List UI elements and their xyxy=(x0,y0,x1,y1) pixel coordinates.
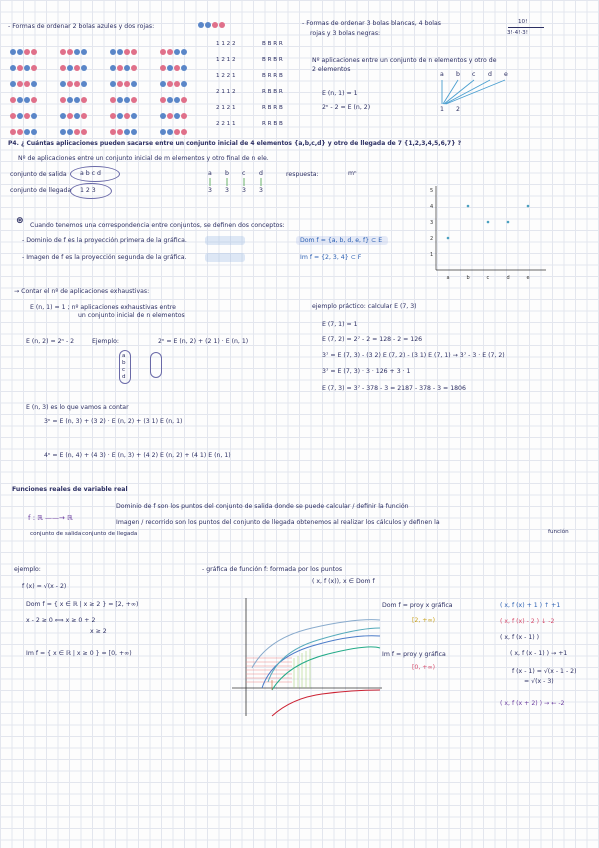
ej2-f: f (x) = √(x - 2) xyxy=(22,583,67,590)
letter-c: c xyxy=(472,71,476,78)
data-point xyxy=(507,221,510,224)
data-point xyxy=(487,221,490,224)
bead xyxy=(117,129,123,135)
bead xyxy=(167,81,173,87)
sob-l3: E (n, 2) = 2ⁿ - 2 xyxy=(26,338,75,345)
bead-row-code: B R B R xyxy=(262,57,283,63)
dom-proy: Dom f = proy x gráfica xyxy=(382,602,453,609)
func-llegada: conjunto de llegada xyxy=(82,531,138,537)
bead-row xyxy=(60,105,88,113)
section2-title2: rojas y 3 bolas negras: xyxy=(310,30,381,37)
bead xyxy=(60,113,66,119)
y-tick-label: 5 xyxy=(430,188,434,194)
bead xyxy=(74,129,80,135)
sob-l7: 4ⁿ = E (n, 4) + (4 3) · E (n, 3) + (4 2) E (n, 2) + (4 1) E (n, 1) xyxy=(44,452,231,459)
bead xyxy=(24,81,30,87)
bead xyxy=(167,97,173,103)
scatter-chart xyxy=(426,180,556,290)
bead-row xyxy=(10,41,38,49)
bead xyxy=(117,49,123,55)
y-tick-label: 1 xyxy=(430,252,434,258)
bead xyxy=(10,81,16,87)
bead xyxy=(17,49,23,55)
func-salida: conjunto de salida xyxy=(30,531,82,537)
bead-row xyxy=(110,73,138,81)
r1: ( x, f (x) + 1 ) ↑ +1 xyxy=(500,602,561,609)
letter-b: b xyxy=(456,71,460,78)
bead xyxy=(24,113,30,119)
bead xyxy=(124,113,130,119)
salida-label: conjunto de salida xyxy=(10,171,67,178)
bead xyxy=(110,113,116,119)
func-def: f : ℝ ——→ ℝ xyxy=(28,514,73,522)
bead xyxy=(24,65,30,71)
bead xyxy=(160,49,166,55)
r4: ( x, f (x - 1) ) → +1 xyxy=(510,650,568,657)
bead xyxy=(31,81,37,87)
p4-nota: Nº de aplicaciones entre un conjunto inicial de m elementos y otro final de n ele. xyxy=(18,155,269,162)
bead-row-label: 1 2 1 2 xyxy=(216,57,236,63)
bead xyxy=(67,113,73,119)
sob-title: → Contar el nº de aplicaciones exhaustivas: xyxy=(14,288,150,295)
llegada-label: conjunto de llegada xyxy=(10,187,72,194)
bead xyxy=(60,49,66,55)
fraction-bar xyxy=(508,27,544,28)
sob-l2: un conjunto inicial de n elementos xyxy=(78,312,185,319)
data-point xyxy=(447,237,450,240)
hl-imagen xyxy=(205,253,245,262)
im-f: Im f = {2, 3, 4} ⊂ F xyxy=(300,254,362,261)
bead xyxy=(181,49,187,55)
bead-row-code: R R B B xyxy=(262,121,283,127)
map-b: b xyxy=(225,170,229,177)
bead-row-label: 1 1 2 2 xyxy=(216,41,236,47)
respuesta-value: mⁿ xyxy=(348,170,357,177)
sob-ejemplo: Ejemplo: xyxy=(92,338,119,345)
bead xyxy=(160,65,166,71)
map-3c: 3 xyxy=(242,187,246,194)
bead-row xyxy=(110,57,138,65)
y-tick-label: 3 xyxy=(430,220,434,226)
bead-row xyxy=(60,57,88,65)
bead xyxy=(131,65,137,71)
bead xyxy=(81,49,87,55)
corr-imagen: - Imagen de f es la proyección segunda de la gráfica. xyxy=(22,254,187,261)
bead xyxy=(10,49,16,55)
bead-row xyxy=(110,121,138,129)
bead-row xyxy=(110,41,138,49)
bead xyxy=(31,129,37,135)
salida-values: a b c d xyxy=(80,170,101,177)
bead xyxy=(74,81,80,87)
ej-4: 3⁷ = E (7, 3) · 3 · 126 + 3 · 1 xyxy=(322,368,411,375)
bead xyxy=(24,97,30,103)
number-2: 2 xyxy=(456,106,460,113)
section2-e2: 2ⁿ - 2 = E (n, 2) xyxy=(322,104,371,111)
bead xyxy=(181,81,187,87)
bead xyxy=(131,129,137,135)
func-d2: Imagen / recorrido son los puntos del conjunto de llegada obtenemos al realizar los cálculos y definen la xyxy=(116,519,440,526)
bead-row-code: R B R B xyxy=(262,105,283,111)
bead-row-code: R B B R xyxy=(262,89,283,95)
bead xyxy=(160,129,166,135)
ej-title: ejemplo práctico: calcular E (7, 3) xyxy=(312,303,417,310)
bead xyxy=(74,65,80,71)
hl-dominio xyxy=(205,236,245,245)
bead xyxy=(81,65,87,71)
bead xyxy=(167,49,173,55)
data-point xyxy=(467,205,470,208)
bead xyxy=(10,129,16,135)
bead xyxy=(74,97,80,103)
r8: ( x, f (x + 2) ) → ← -2 xyxy=(500,700,565,707)
bead xyxy=(124,81,130,87)
bead xyxy=(10,97,16,103)
bead xyxy=(74,49,80,55)
map-3d: 3 xyxy=(259,187,263,194)
bead xyxy=(110,97,116,103)
bead xyxy=(181,97,187,103)
bead xyxy=(174,49,180,55)
func-d1: Dominio de f son los puntos del conjunto de salida donde se puede calcular / definir la función xyxy=(116,503,409,510)
bead xyxy=(174,65,180,71)
bead-sample xyxy=(198,22,226,30)
bead-row xyxy=(160,73,188,81)
bead-row xyxy=(60,41,88,49)
bead-row-code: B B R R xyxy=(262,41,283,47)
bead-row-code: B R R B xyxy=(262,73,283,79)
bead xyxy=(117,81,123,87)
bead-row xyxy=(160,105,188,113)
bead xyxy=(31,113,37,119)
section1-title: - Formas de ordenar 2 bolas azules y dos rojas: xyxy=(8,23,155,30)
bead xyxy=(67,97,73,103)
bead xyxy=(117,113,123,119)
ej-5: E (7, 3) = 3⁷ - 378 - 3 = 2187 - 378 - 3 = 1806 xyxy=(322,385,466,392)
bead xyxy=(117,97,123,103)
bead-row-label: 2 2 1 1 xyxy=(216,121,236,127)
bead xyxy=(67,129,73,135)
bead-row-label: 2 1 1 2 xyxy=(216,89,236,95)
map-a: a xyxy=(208,170,212,177)
x-tick-label: b xyxy=(466,275,470,281)
bead xyxy=(110,49,116,55)
bead xyxy=(17,129,23,135)
bead-row xyxy=(10,121,38,129)
bead xyxy=(110,65,116,71)
letter-e: e xyxy=(504,71,508,78)
bead xyxy=(131,81,137,87)
bead-row xyxy=(10,73,38,81)
bead xyxy=(131,97,137,103)
bead xyxy=(110,129,116,135)
bead xyxy=(117,65,123,71)
bead xyxy=(17,97,23,103)
bead xyxy=(160,113,166,119)
stack-item: a xyxy=(122,353,126,359)
bead xyxy=(10,113,16,119)
bead xyxy=(124,129,130,135)
bead xyxy=(31,65,37,71)
ej2-cond1: x - 2 ≥ 0 ⟺ x ≥ 0 + 2 xyxy=(26,617,96,624)
ej-1: E (7, 1) = 1 xyxy=(322,321,358,328)
bead xyxy=(60,97,66,103)
bead xyxy=(124,97,130,103)
im-proy: Im f = proy y gráfica xyxy=(382,651,446,658)
sob-l4: 2ⁿ = E (n, 2) + (2 1) · E (n, 1) xyxy=(158,338,249,345)
grafica-title2: ( x, f (x)), x ∈ Dom f xyxy=(312,578,375,585)
bead xyxy=(181,65,187,71)
bead-row xyxy=(160,121,188,129)
bead xyxy=(181,113,187,119)
bead xyxy=(10,65,16,71)
stack-item: c xyxy=(122,367,126,373)
bead xyxy=(124,65,130,71)
bead xyxy=(81,97,87,103)
x-tick-label: d xyxy=(506,275,510,281)
section2-e1: E (n, 1) = 1 xyxy=(322,90,358,97)
bead xyxy=(131,113,137,119)
bead-row xyxy=(60,89,88,97)
bead xyxy=(67,81,73,87)
bead xyxy=(31,97,37,103)
func-title: Funciones reales de variable real xyxy=(12,486,128,493)
bead xyxy=(167,65,173,71)
corr-dominio: - Dominio de f es la proyección primera de la gráfica. xyxy=(22,237,187,244)
bead-row-label: 2 1 2 1 xyxy=(216,105,236,111)
bead-row xyxy=(160,41,188,49)
ej-2: E (7, 2) = 2⁷ - 2 = 128 - 2 = 126 xyxy=(322,336,423,343)
bead xyxy=(81,129,87,135)
bead-row xyxy=(160,89,188,97)
fraction-bottom: 3!·4!·3! xyxy=(507,30,528,36)
y-tick-label: 2 xyxy=(430,236,434,242)
stack-item: d xyxy=(122,374,126,380)
stack-ellipse-2 xyxy=(150,352,162,378)
bead xyxy=(67,65,73,71)
bead-row xyxy=(110,89,138,97)
bead xyxy=(67,49,73,55)
map-d: d xyxy=(259,170,263,177)
x-tick-label: e xyxy=(526,275,530,281)
map-3b: 3 xyxy=(225,187,229,194)
sob-l6: 3ⁿ = E (n, 3) + (3 2) · E (n, 2) + (3 1) E (n, 1) xyxy=(44,418,183,425)
bead xyxy=(174,81,180,87)
bead-row xyxy=(60,73,88,81)
bead-row xyxy=(60,121,88,129)
dom-f: Dom f = {a, b, d, e, f} ⊂ E xyxy=(300,237,383,244)
im-val: [0, +∞) xyxy=(412,664,436,671)
map-c: c xyxy=(242,170,246,177)
bead xyxy=(17,65,23,71)
func-d3: función xyxy=(548,529,569,535)
bead-row xyxy=(160,57,188,65)
llegada-values: 1 2 3 xyxy=(80,187,96,194)
bead xyxy=(17,81,23,87)
section2-title: - Formas de ordenar 3 bolas blancas, 4 bolas xyxy=(302,20,442,27)
bead xyxy=(124,49,130,55)
bead xyxy=(167,113,173,119)
bead xyxy=(81,113,87,119)
bead-row xyxy=(10,57,38,65)
r6: f (x - 1) = √(x - 1 - 2) xyxy=(512,668,577,675)
bead xyxy=(167,129,173,135)
x-tick-label: c xyxy=(486,275,490,281)
section2-nota2: 2 elementos xyxy=(312,66,351,73)
bead xyxy=(74,113,80,119)
sob-l5: E (n, 3) es lo que vamos a contar xyxy=(26,404,129,411)
ej2-dom: Dom f = { x ∈ ℝ | x ≥ 2 } = [2, +∞) xyxy=(26,601,139,608)
ej2-title: ejemplo: xyxy=(14,566,41,573)
bead xyxy=(174,113,180,119)
r7: = √(x - 3) xyxy=(524,678,554,685)
letter-d: d xyxy=(488,71,492,78)
map-3a: 3 xyxy=(208,187,212,194)
bead xyxy=(174,129,180,135)
bead xyxy=(24,129,30,135)
bead xyxy=(174,97,180,103)
sob-l1: E (n, 1) = 1 ; nº aplicaciones exhaustivas entre xyxy=(30,304,176,311)
bead xyxy=(131,49,137,55)
grafica-title: - gráfica de función f: formada por los puntos xyxy=(202,566,343,573)
p4-title: P4. ¿ Cuántas aplicaciones pueden sacarse entre un conjunto inicial de 4 elementos {a,b,c,d} y otro de llegada de 7 {1,2,3,4,5,6,7} ? xyxy=(8,140,462,147)
bead xyxy=(60,81,66,87)
bead xyxy=(81,81,87,87)
bead-row xyxy=(10,89,38,97)
bead xyxy=(110,81,116,87)
dom-val: [2, +∞) xyxy=(412,617,436,624)
letter-a: a xyxy=(440,71,444,78)
ej-3: 3⁷ = E (7, 3) - (3 2) E (7, 2) - (3 1) E (7, 1) → 3⁷ - 3 · E (7, 2) xyxy=(322,352,505,359)
bead-row-label: 1 2 2 1 xyxy=(216,73,236,79)
data-point xyxy=(527,205,530,208)
number-1: 1 xyxy=(440,106,444,113)
bead xyxy=(17,113,23,119)
bead xyxy=(60,129,66,135)
ej2-cond2: x ≥ 2 xyxy=(90,628,107,635)
bead-row xyxy=(10,105,38,113)
bead xyxy=(160,81,166,87)
fraction-top: 10! xyxy=(518,19,528,25)
bead xyxy=(31,49,37,55)
y-tick-label: 4 xyxy=(430,204,434,210)
respuesta-label: respuesta: xyxy=(286,171,319,178)
x-tick-label: a xyxy=(446,275,450,281)
stack-item: b xyxy=(122,360,126,366)
bead xyxy=(160,97,166,103)
r3: ( x, f (x - 1) ) xyxy=(500,634,540,641)
corr-title: Cuando tenemos una correspondencia entre conjuntos, se definen dos conceptos: xyxy=(30,222,285,229)
bead-row xyxy=(110,105,138,113)
section2-nota1: Nº aplicaciones entre un conjunto de n elementos y otro de xyxy=(312,57,497,64)
circle-marker: ⊛ xyxy=(16,216,24,226)
sqrt-graph xyxy=(232,598,382,718)
bead xyxy=(181,129,187,135)
bead xyxy=(24,49,30,55)
ej2-im: Im f = { x ∈ ℝ | x ≥ 0 } = [0, +∞) xyxy=(26,650,132,657)
bead xyxy=(60,65,66,71)
r2: ( x, f (x) - 2 ) ↓ -2 xyxy=(500,618,555,625)
